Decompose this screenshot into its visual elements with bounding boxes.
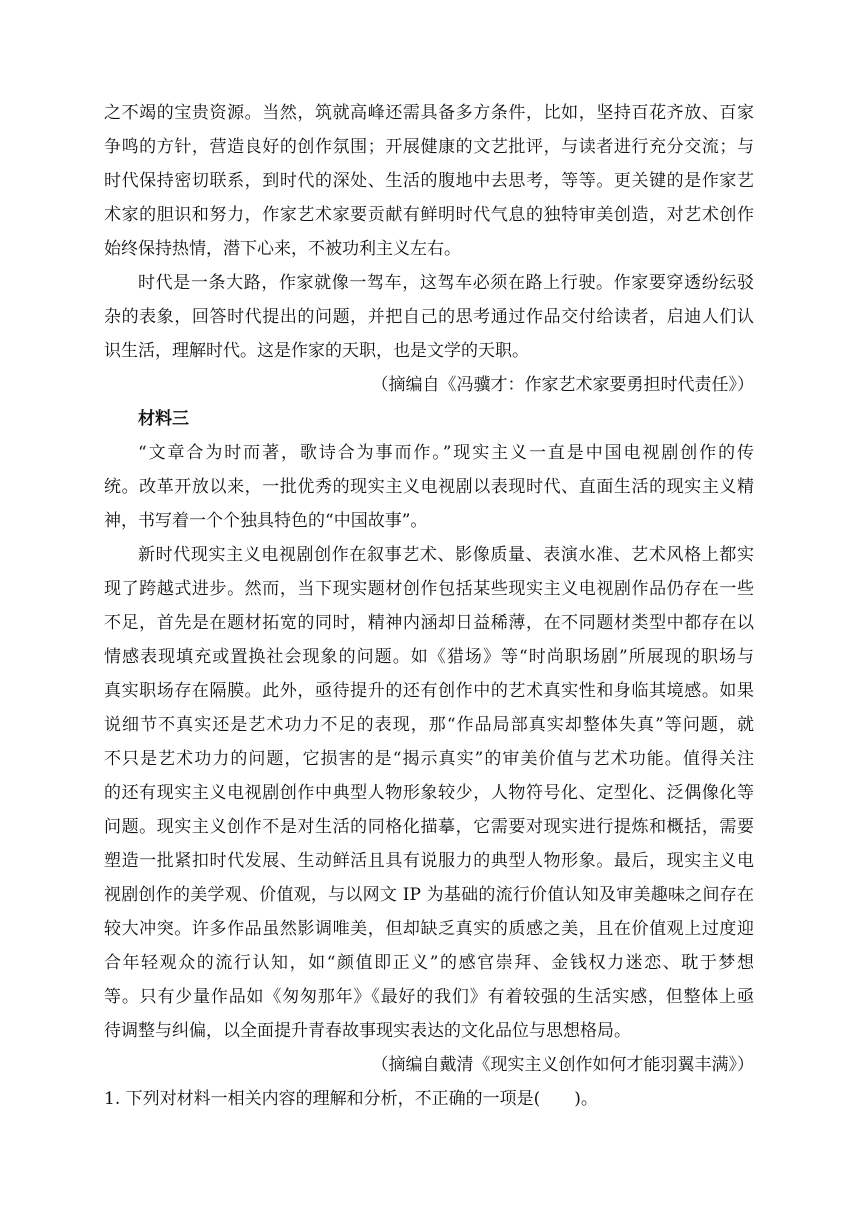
- text-line: 塑造一批紧扣时代发展、生动鲜活且具有说服力的典型人物形象。最后，现实主义电: [104, 851, 754, 871]
- document-page: [104, 96, 754, 1116]
- text-line: 识生活，理解时代。这是作家的天职，也是文学的天职。: [104, 341, 529, 361]
- text-line: 统。改革开放以来，一批优秀的现实主义电视剧以表现时代、直面生活的现实主义精: [104, 477, 754, 497]
- text-line: 现了跨越式进步。然而，当下现实题材创作包括某些现实主义电视剧作品仍存在一些: [104, 579, 754, 599]
- text-line: 不只是艺术功力的问题，它损害的是“揭示真实”的审美价值与艺术功能。值得关注: [104, 749, 754, 769]
- text-line: 合年轻观众的流行认知，如“颜值即正义”的感官崇拜、金钱权力迷恋、耽于梦想: [104, 953, 754, 973]
- text-line: 时代是一条大路，作家就像一驾车，这驾车必须在路上行驶。作家要穿透纷纭驳: [138, 273, 754, 293]
- question-1: 1. 下列对材料一相关内容的理解和分析，不正确的一项是( )。: [104, 1089, 598, 1109]
- text-line: “文章合为时而著，歌诗合为事而作。”现实主义一直是中国电视剧创作的传: [138, 443, 754, 463]
- text-line: 视剧创作的美学观、价值观，与以网文 IP 为基础的流行价值认知及审美趣味之间存在: [104, 885, 754, 905]
- paragraph: [104, 266, 754, 368]
- text-line: 等。只有少量作品如《匆匆那年》《最好的我们》有着较强的生活实感，但整体上亟: [104, 987, 754, 1007]
- paragraph: [104, 436, 754, 538]
- text-line: 情感表现填充或置换社会现象的问题。如《猎场》等“时尚职场剧”所展现的职场与: [104, 647, 754, 667]
- paragraph: [104, 538, 754, 1048]
- text-line: 之不竭的宝贵资源。当然，筑就高峰还需具备多方条件，比如，坚持百花齐放、百家: [104, 103, 754, 123]
- text-line: 问题。现实主义创作不是对生活的同格化描摹，它需要对现实进行提炼和概括，需要: [104, 817, 754, 837]
- text-line: 杂的表象，回答时代提出的问题，并把自己的思考通过作品交付给读者，启迪人们认: [104, 307, 754, 327]
- text-line: 说细节不真实还是艺术功力不足的表现，那“作品局部真实却整体失真”等问题，就: [104, 715, 754, 735]
- text-line: 术家的胆识和努力，作家艺术家要贡献有鲜明时代气息的独特审美创造，对艺术创作: [104, 205, 754, 225]
- text-line: 真实职场存在隔膜。此外，亟待提升的还有创作中的艺术真实性和身临其境感。如果: [104, 681, 754, 701]
- text-line: 的还有现实主义电视剧创作中典型人物形象较少，人物符号化、定型化、泛偶像化等: [104, 783, 754, 803]
- text-line: 待调整与纠偏，以全面提升青春故事现实表达的文化品位与思想格局。: [104, 1021, 631, 1041]
- text-line: 较大冲突。许多作品虽然影调唯美，但却缺乏真实的质感之美，且在价值观上过度迎: [104, 919, 754, 939]
- text-line: 争鸣的方针，营造良好的创作氛围；开展健康的文艺批评，与读者进行充分交流；与: [104, 137, 754, 157]
- paragraph: [104, 96, 754, 266]
- text-line: 新时代现实主义电视剧创作在叙事艺术、影像质量、表演水准、艺术风格上都实: [138, 545, 754, 565]
- text-line: 时代保持密切联系，到时代的深处、生活的腹地中去思考，等等。更关键的是作家艺: [104, 171, 754, 191]
- source-citation: （摘编自戴清《现实主义创作如何才能羽翼丰满》）: [371, 1055, 754, 1075]
- text-line: 始终保持热情，潜下心来，不被功利主义左右。: [104, 239, 461, 259]
- text-line: 不足，首先是在题材拓宽的同时，精神内涵却日益稀薄，在不同题材类型中都存在以: [104, 613, 754, 633]
- section-heading: 材料三: [138, 409, 189, 429]
- source-citation: （摘编自《冯骥才：作家艺术家要勇担时代责任》）: [371, 375, 754, 395]
- text-line: 神，书写着一个个独具特色的“中国故事”。: [104, 511, 428, 531]
